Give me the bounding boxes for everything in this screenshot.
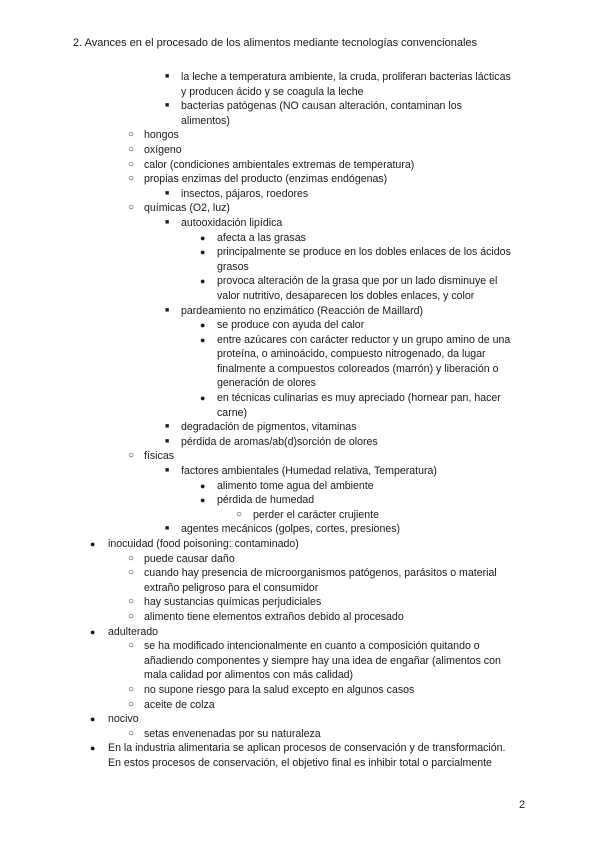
bullet-icon: ■: [165, 73, 170, 80]
outline-line: [0, 260, 600, 275]
outline-line: [0, 376, 600, 391]
bullet-icon: ○: [128, 129, 135, 141]
outline-text: aceite de colza: [144, 698, 215, 711]
outline-text: se produce con ayuda del calor: [217, 319, 365, 332]
bullet-icon: ○: [128, 202, 135, 214]
bullet-icon: ○: [128, 610, 135, 622]
bullet-icon: ●: [200, 393, 206, 404]
outline-line: [0, 99, 600, 114]
outline-text: puede causar daño: [144, 552, 235, 565]
outline-text: degradación de pigmentos, vitaminas: [181, 421, 357, 434]
bullet-icon: ○: [128, 158, 135, 170]
outline-text: autooxidación lipídica: [181, 216, 283, 229]
outline-text: setas envenenadas por su naturaleza: [144, 727, 321, 740]
outline-line: [0, 552, 600, 567]
outline-text: insectos, pájaros, roedores: [181, 187, 309, 200]
outline-text: extraño peligroso para el consumidor: [144, 581, 319, 594]
outline-line: [0, 639, 600, 654]
outline-text: inocuidad (food poisoning: contaminado): [108, 538, 299, 550]
bullet-icon: ■: [165, 467, 170, 475]
outline-line: [0, 654, 600, 669]
outline-line: [0, 493, 600, 508]
outline-text: En la industria alimentaria se aplican procesos de conservación y de transformación.: [108, 742, 506, 755]
outline-line: [0, 727, 600, 742]
outline-line: [0, 274, 600, 289]
outline-text: se ha modificado intencionalmente en cuanto a composición quitando o: [144, 640, 480, 653]
outline-text: generación de olores: [217, 377, 316, 390]
outline-line: [0, 522, 600, 537]
outline-text: hongos: [144, 129, 179, 142]
bullet-icon: ■: [165, 423, 170, 431]
outline-text: carne): [217, 406, 248, 419]
bullet-icon: ■: [165, 306, 170, 314]
outline-line: [0, 333, 600, 348]
outline-text: pardeamiento no enzimático (Reacción de Maillard): [181, 304, 424, 317]
outline-line: [0, 128, 600, 143]
outline-line: [0, 362, 600, 377]
outline-line: [0, 391, 600, 406]
outline-line: [0, 756, 600, 771]
bullet-icon: ○: [128, 173, 135, 185]
bullet-icon: ■: [165, 525, 170, 533]
document-body: [0, 70, 600, 771]
outline-text: oxígeno: [144, 143, 182, 156]
outline-text: alimento tome agua del ambiente: [217, 479, 374, 492]
outline-text: proteína, o aminoácido, compuesto nitrogenado, da lugar: [217, 348, 486, 361]
outline-line: [0, 479, 600, 494]
outline-line: [0, 668, 600, 683]
outline-line: [0, 304, 600, 319]
outline-text: bacterias patógenas (NO causan alteración, contaminan los: [181, 100, 462, 113]
outline-text: cuando hay presencia de microorganismos patógenos, parásitos o material: [144, 567, 497, 580]
outline-text: finalmente a compuestos coloreados (marrón) y liberación o: [217, 362, 499, 375]
outline-text: alimentos): [181, 114, 230, 127]
outline-line: [0, 610, 600, 625]
bullet-icon: ●: [200, 247, 206, 258]
outline-text: calor (condiciones ambientales extremas de temperatura): [144, 158, 415, 171]
outline-line: [0, 347, 600, 362]
outline-text: valor nutritivo, desaparecen los dobles enlaces, y color: [217, 289, 475, 302]
outline-line: [0, 114, 600, 129]
bullet-icon: ●: [200, 480, 206, 491]
bullet-icon: ○: [128, 450, 135, 462]
outline-text: nocivo: [108, 713, 139, 726]
outline-text: la leche a temperatura ambiente, la cruda, proliferan bacterias lácticas: [181, 71, 511, 83]
bullet-icon: ○: [128, 552, 135, 564]
bullet-icon: ■: [165, 437, 170, 445]
outline-line: [0, 70, 600, 85]
bullet-icon: ●: [200, 320, 206, 331]
outline-line: [0, 625, 600, 640]
bullet-icon: ●: [200, 232, 206, 243]
outline-text: pérdida de humedad: [217, 494, 315, 507]
bullet-icon: ■: [165, 189, 170, 197]
bullet-icon: ○: [128, 143, 135, 155]
outline-text: mala calidad por alimentos con más calidad): [144, 669, 354, 682]
outline-text: afecta a las grasas: [217, 231, 306, 244]
outline-line: [0, 420, 600, 435]
outline-line: [0, 231, 600, 246]
outline-text: añadiendo componentes y siempre hay una idea de engañar (alimentos con: [144, 654, 501, 667]
outline-text: principalmente se produce en los dobles enlaces de los ácidos: [217, 246, 511, 259]
outline-line: [0, 712, 600, 727]
bullet-icon: ○: [128, 727, 135, 739]
bullet-icon: ●: [200, 495, 206, 506]
outline-text: En estos procesos de conservación, el objetivo final es inhibir total o parcialmente: [108, 756, 492, 769]
outline-text: adulterado: [108, 625, 159, 638]
outline-line: [0, 187, 600, 202]
outline-line: [0, 435, 600, 450]
outline-line: [0, 741, 600, 756]
outline-line: [0, 581, 600, 596]
outline-line: [0, 85, 600, 100]
outline-text: químicas (O2, luz): [144, 202, 230, 215]
bullet-icon: ■: [165, 102, 170, 110]
outline-line: [0, 158, 600, 173]
outline-line: [0, 464, 600, 479]
bullet-icon: ●: [90, 743, 96, 754]
outline-text: propias enzimas del producto (enzimas endógenas): [144, 173, 388, 186]
outline-line: [0, 698, 600, 713]
bullet-icon: ○: [128, 567, 135, 579]
bullet-icon: ●: [200, 334, 206, 345]
outline-line: [0, 143, 600, 158]
outline-text: agentes mecánicos (golpes, cortes, presiones): [181, 523, 401, 536]
outline-text: físicas: [144, 450, 175, 463]
outline-line: [0, 508, 600, 523]
outline-text: grasos: [217, 260, 249, 273]
outline-text: entre azúcares con carácter reductor y un grupo amino de una: [217, 333, 511, 346]
outline-line: [0, 566, 600, 581]
outline-text: y producen ácido y se coagula la leche: [181, 85, 364, 98]
outline-line: [0, 595, 600, 610]
outline-line: [0, 172, 600, 187]
outline-text: pérdida de aromas/ab(d)sorción de olores: [181, 435, 378, 448]
bullet-icon: ●: [90, 626, 96, 637]
outline-line: [0, 216, 600, 231]
outline-text: en técnicas culinarias es muy apreciado (hornear pan, hacer: [217, 392, 501, 405]
bullet-icon: ○: [128, 698, 135, 710]
outline-text: alimento tiene elementos extraños debido al procesado: [144, 610, 404, 623]
page-header: 2. Avances en el procesado de los alimentos mediante tecnologías convencionales: [73, 37, 478, 49]
outline-text: perder el carácter crujiente: [253, 508, 380, 521]
outline-line: [0, 449, 600, 464]
bullet-icon: ●: [90, 539, 96, 549]
outline-line: [0, 537, 600, 552]
outline-text: provoca alteración de la grasa que por un lado disminuye el: [217, 275, 498, 288]
outline-text: no supone riesgo para la salud excepto en algunos casos: [144, 683, 415, 696]
outline-line: [0, 245, 600, 260]
outline-line: [0, 683, 600, 698]
outline-line: [0, 318, 600, 333]
outline-text: hay sustancias químicas perjudiciales: [144, 596, 322, 609]
outline-line: [0, 406, 600, 421]
bullet-icon: ○: [128, 683, 135, 695]
bullet-icon: ○: [236, 508, 243, 520]
page-number: 2: [519, 799, 526, 811]
bullet-icon: ●: [90, 714, 96, 725]
outline-text: factores ambientales (Humedad relativa, Temperatura): [181, 465, 437, 478]
bullet-icon: ●: [200, 276, 206, 287]
outline-line: [0, 201, 600, 216]
bullet-icon: ■: [165, 218, 170, 226]
bullet-icon: ○: [128, 640, 135, 652]
outline-line: [0, 289, 600, 304]
bullet-icon: ○: [128, 596, 135, 608]
